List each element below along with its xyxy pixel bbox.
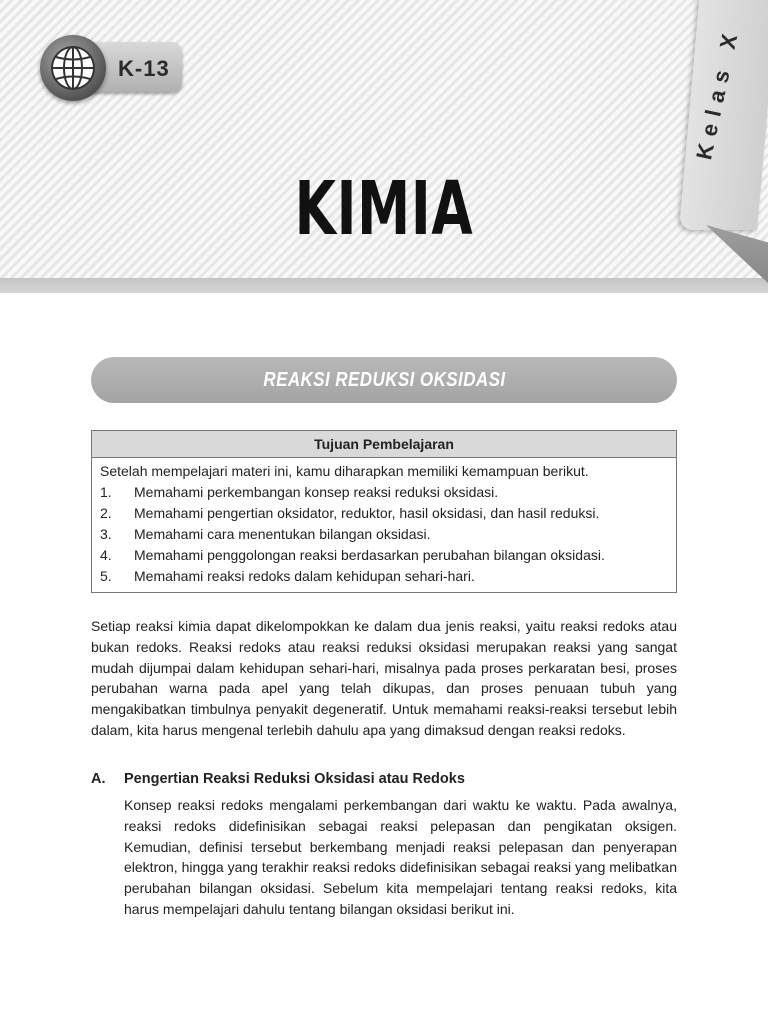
book-title: KIMIA xyxy=(294,166,474,252)
chapter-title: REAKSI REDUKSI OKSIDASI xyxy=(262,368,506,391)
objective-text: Memahami reaksi redoks dalam kehidupan sehari-hari. xyxy=(134,568,475,584)
globe-icon xyxy=(40,35,106,101)
chapter-banner xyxy=(91,357,677,403)
objective-text: Memahami perkembangan konsep reaksi reduksi oksidasi. xyxy=(134,484,499,500)
objective-number: 3. xyxy=(100,526,112,542)
objective-number: 2. xyxy=(100,505,112,521)
section-a-body: Konsep reaksi redoks mengalami perkembangan dari waktu ke waktu. Pada awalnya, reaksi redoks didefinisikan sebagai reaksi pelepasan dan pengikatan oksigen. Kemudian, definisi tersebut berkembang menjadi reaksi pelepasan dan penyerapan elektron, hingga yang terakhir reaksi redoks didefinisikan sebagai reaksi yang melibatkan perubahan bilangan oksidasi. Sebelum kita mempelajari tentang reaksi redoks, kita harus mempelajari dahulu tentang bilangan oksidasi berikut ini. xyxy=(124,797,677,917)
objectives-intro: Setelah mempelajari materi ini, kamu diharapkan memiliki kemampuan berikut. xyxy=(100,463,589,479)
section-a-label: A. xyxy=(91,771,106,787)
header-divider xyxy=(0,278,768,293)
section-a-title: Pengertian Reaksi Reduksi Oksidasi atau Redoks xyxy=(124,771,465,787)
objective-number: 1. xyxy=(100,484,112,500)
objective-text: Memahami cara menentukan bilangan oksidasi. xyxy=(134,526,431,542)
curriculum-badge-label: K-13 xyxy=(118,56,170,81)
objective-text: Memahami pengertian oksidator, reduktor, hasil oksidasi, dan hasil reduksi. xyxy=(134,505,600,521)
learning-objectives-box xyxy=(91,430,677,593)
objective-text: Memahami penggolongan reaksi berdasarkan perubahan bilangan oksidasi. xyxy=(134,547,605,563)
grade-label: Kelas X xyxy=(691,24,744,162)
intro-paragraph: Setiap reaksi kimia dapat dikelompokkan ke dalam dua jenis reaksi, yaitu reaksi redoks atau bukan redoks. Reaksi redoks atau reaksi reduksi oksidasi merupakan reaksi yang sangat mudah dijumpai dalam kehidupan sehari-hari, misalnya pada proses perkaratan besi, proses perubahan warna pada apel yang telah dikupas, dan proses penuaan tubuh yang mengakibatkan timbulnya penyakit degeneratif. Untuk memahami reaksi-reaksi tersebut lebih dalam, kita harus mengenal terlebih dahulu apa yang dimaksud dengan reaksi redoks. xyxy=(91,618,677,738)
objectives-heading: Tujuan Pembelajaran xyxy=(92,431,676,458)
objective-number: 4. xyxy=(100,547,112,563)
objective-number: 5. xyxy=(100,568,112,584)
